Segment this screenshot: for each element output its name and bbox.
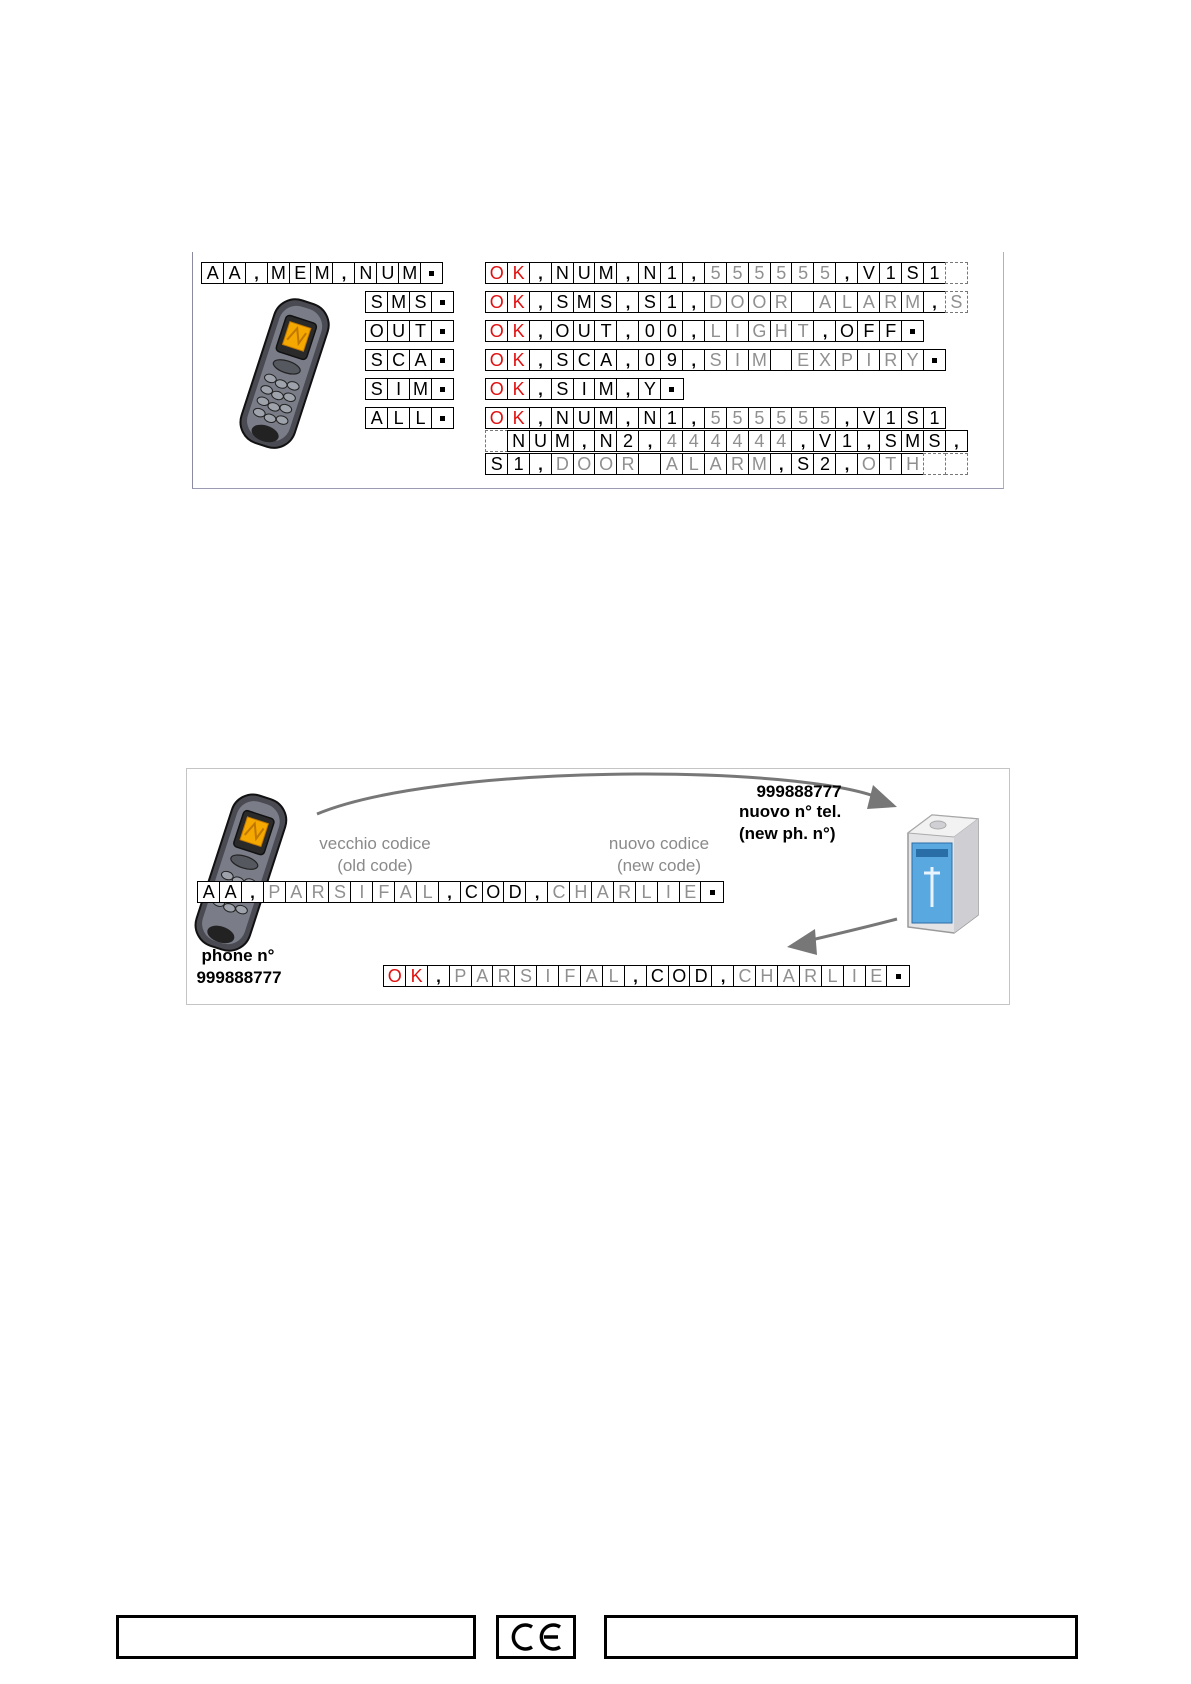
reply-row-sms (485, 291, 968, 313)
char-cell: M (594, 262, 617, 284)
char-cell: R (306, 881, 329, 903)
reply-row-num (485, 262, 968, 284)
char-cell: O (482, 881, 505, 903)
char-cell: O (383, 965, 406, 987)
char-cell: S (365, 378, 388, 400)
char-cell: S (365, 291, 388, 313)
old-code-label-en: (old code) (337, 856, 413, 875)
char-cell: P (449, 965, 472, 987)
command-row-sca (365, 349, 454, 371)
char-cell (791, 291, 814, 313)
char-cell: R (879, 291, 902, 313)
char-cell: A (409, 349, 432, 371)
char-cell: O (485, 320, 508, 342)
char-cell: K (507, 320, 530, 342)
char-cell: N (507, 430, 530, 452)
char-cell: E (865, 965, 888, 987)
char-cell: A (777, 965, 800, 987)
new-code-label: nuovo codice (608, 834, 710, 853)
char-cell: M (398, 262, 421, 284)
char-cell: O (857, 453, 880, 475)
char-cell: A (285, 881, 308, 903)
char-cell: G (748, 320, 771, 342)
char-cell: H (569, 881, 592, 903)
char-cell: L (602, 965, 625, 987)
char-cell: 5 (748, 262, 771, 284)
char-cell: U (529, 430, 552, 452)
char-cell: N (638, 262, 661, 284)
char-cell: S (704, 349, 727, 371)
char-cell: 1 (879, 407, 902, 429)
char-cell: N (551, 262, 574, 284)
mobile-phone-icon (189, 787, 289, 957)
reply-row-all-1 (485, 407, 946, 429)
char-cell (923, 453, 946, 475)
char-cell: U (573, 407, 596, 429)
char-cell: O (551, 320, 574, 342)
char-cell (431, 407, 454, 429)
char-cell: 5 (770, 262, 793, 284)
char-cell: S (485, 453, 508, 475)
char-cell: A (813, 291, 836, 313)
mobile-phone-icon (233, 292, 333, 452)
char-cell (923, 349, 946, 371)
char-cell: O (573, 453, 596, 475)
char-cell: R (613, 881, 636, 903)
char-cell: P (263, 881, 286, 903)
char-cell: X (813, 349, 836, 371)
char-cell: A (660, 453, 683, 475)
char-cell (945, 453, 968, 475)
char-cell (901, 320, 924, 342)
char-cell: A (365, 407, 388, 429)
char-cell: A (223, 262, 246, 284)
char-cell: , (682, 262, 705, 284)
char-cell: C (733, 965, 756, 987)
char-cell: M (748, 453, 771, 475)
char-cell: 4 (770, 430, 793, 452)
char-cell: A (857, 291, 880, 313)
char-cell: S (409, 291, 432, 313)
char-cell: M (748, 349, 771, 371)
char-cell: C (547, 881, 570, 903)
char-cell: M (387, 291, 410, 313)
char-cell (431, 349, 454, 371)
char-cell: E (289, 262, 312, 284)
sms-status-figure (192, 252, 1004, 489)
char-cell: P (835, 349, 858, 371)
char-cell: 1 (660, 407, 683, 429)
char-cell: 5 (813, 407, 836, 429)
char-cell: L (635, 881, 658, 903)
char-cell: V (857, 262, 880, 284)
char-cell: , (529, 349, 552, 371)
char-cell: N (594, 430, 617, 452)
char-cell: K (507, 291, 530, 313)
char-cell: , (624, 965, 647, 987)
char-cell: A (580, 965, 603, 987)
char-cell: F (857, 320, 880, 342)
char-cell: R (879, 349, 902, 371)
char-cell: K (507, 262, 530, 284)
char-cell: I (536, 965, 559, 987)
char-cell: , (945, 430, 968, 452)
char-cell: 4 (726, 430, 749, 452)
char-cell: , (616, 349, 639, 371)
char-cell: M (551, 430, 574, 452)
gsm-device-icon (902, 811, 984, 937)
change-code-command-row (197, 881, 724, 903)
char-cell: D (503, 881, 526, 903)
footer-left-box (116, 1615, 476, 1659)
char-cell: 1 (660, 291, 683, 313)
char-cell: S (879, 430, 902, 452)
char-cell: K (507, 349, 530, 371)
char-cell: 5 (704, 407, 727, 429)
phone-number: 999888777 (196, 968, 282, 987)
char-cell: R (799, 965, 822, 987)
char-cell: M (573, 291, 596, 313)
char-cell: , (529, 378, 552, 400)
char-cell: H (770, 320, 793, 342)
char-cell: N (551, 407, 574, 429)
char-cell: I (726, 320, 749, 342)
char-cell (638, 453, 661, 475)
char-cell: M (901, 291, 924, 313)
char-cell: L (821, 965, 844, 987)
new-code-label-en: (new code) (616, 856, 702, 875)
reply-row-all-2 (485, 430, 968, 452)
char-cell: 5 (791, 262, 814, 284)
char-cell: A (471, 965, 494, 987)
char-cell: , (529, 407, 552, 429)
char-cell: 4 (748, 430, 771, 452)
char-cell: D (551, 453, 574, 475)
char-cell: 9 (660, 349, 683, 371)
char-cell (420, 262, 443, 284)
char-cell (886, 965, 909, 987)
char-cell: , (525, 881, 548, 903)
char-cell: L (835, 291, 858, 313)
char-cell: M (594, 407, 617, 429)
char-cell: 1 (660, 262, 683, 284)
char-cell: , (427, 965, 450, 987)
new-phone-label-en: (new ph. n°) (739, 824, 836, 843)
char-cell: M (409, 378, 432, 400)
char-cell: 0 (660, 320, 683, 342)
char-cell: 1 (879, 262, 902, 284)
char-cell: H (755, 965, 778, 987)
char-cell: S (923, 430, 946, 452)
char-cell: 0 (638, 320, 661, 342)
char-cell: O (485, 291, 508, 313)
char-cell: C (460, 881, 483, 903)
ce-mark-icon (499, 1618, 573, 1656)
char-cell: , (835, 453, 858, 475)
char-cell: M (310, 262, 333, 284)
command-row-mem-num (201, 262, 443, 284)
char-cell (431, 378, 454, 400)
new-phone-label: nuovo n° tel. (739, 802, 842, 821)
char-cell: F (372, 881, 395, 903)
char-cell: L (416, 881, 439, 903)
char-cell: 2 (616, 430, 639, 452)
char-cell: , (923, 291, 946, 313)
char-cell: O (485, 262, 508, 284)
char-cell: T (879, 453, 902, 475)
char-cell: 0 (638, 349, 661, 371)
char-cell: D (704, 291, 727, 313)
char-cell: M (901, 430, 924, 452)
char-cell: N (638, 407, 661, 429)
char-cell: , (573, 430, 596, 452)
phone-label: phone n° (201, 946, 275, 965)
char-cell: S (551, 378, 574, 400)
char-cell: K (507, 378, 530, 400)
char-cell: L (387, 407, 410, 429)
reply-row-sim (485, 378, 684, 400)
char-cell: 5 (770, 407, 793, 429)
char-cell: , (770, 453, 793, 475)
char-cell (485, 430, 508, 452)
char-cell: , (682, 291, 705, 313)
char-cell: O (485, 349, 508, 371)
char-cell: 5 (791, 407, 814, 429)
char-cell: L (409, 407, 432, 429)
char-cell: I (350, 881, 373, 903)
char-cell: 2 (813, 453, 836, 475)
char-cell: 5 (726, 262, 749, 284)
char-cell: T (409, 320, 432, 342)
char-cell: L (682, 453, 705, 475)
char-cell: I (857, 349, 880, 371)
char-cell (945, 262, 968, 284)
reply-row-out (485, 320, 924, 342)
char-cell: , (529, 262, 552, 284)
footer-right-box (604, 1615, 1078, 1659)
char-cell: S (901, 407, 924, 429)
change-code-reply-row (383, 965, 910, 987)
char-cell: S (638, 291, 661, 313)
char-cell: R (492, 965, 515, 987)
char-cell (431, 291, 454, 313)
reply-row-all-3 (485, 453, 968, 475)
char-cell: I (726, 349, 749, 371)
new-phone-number: 999888777 (756, 782, 842, 801)
char-cell: S (594, 291, 617, 313)
char-cell: , (616, 378, 639, 400)
char-cell: A (704, 453, 727, 475)
char-cell: T (791, 320, 814, 342)
char-cell: K (507, 407, 530, 429)
char-cell: 5 (726, 407, 749, 429)
char-cell: I (387, 378, 410, 400)
change-code-figure (186, 768, 1010, 1005)
char-cell: 1 (923, 262, 946, 284)
char-cell: , (813, 320, 836, 342)
char-cell: C (573, 349, 596, 371)
char-cell: , (529, 320, 552, 342)
char-cell: C (387, 349, 410, 371)
char-cell: S (514, 965, 537, 987)
char-cell: A (201, 262, 224, 284)
char-cell: C (646, 965, 669, 987)
char-cell: 1 (835, 430, 858, 452)
char-cell: O (365, 320, 388, 342)
char-cell: I (657, 881, 680, 903)
char-cell (660, 378, 683, 400)
char-cell: 4 (682, 430, 705, 452)
char-cell: A (394, 881, 417, 903)
char-cell: O (726, 291, 749, 313)
char-cell: 5 (748, 407, 771, 429)
char-cell: A (594, 349, 617, 371)
char-cell: M (594, 378, 617, 400)
char-cell: R (726, 453, 749, 475)
char-cell: 4 (704, 430, 727, 452)
char-cell: S (328, 881, 351, 903)
char-cell: V (813, 430, 836, 452)
char-cell: U (573, 320, 596, 342)
char-cell: F (879, 320, 902, 342)
char-cell: , (332, 262, 355, 284)
char-cell: 1 (923, 407, 946, 429)
char-cell: 5 (813, 262, 836, 284)
char-cell: O (485, 407, 508, 429)
char-cell: 1 (507, 453, 530, 475)
char-cell: , (638, 430, 661, 452)
char-cell: O (835, 320, 858, 342)
char-cell: S (551, 349, 574, 371)
char-cell: A (219, 881, 242, 903)
char-cell: Y (901, 349, 924, 371)
char-cell: Y (638, 378, 661, 400)
char-cell: , (857, 430, 880, 452)
char-cell: I (573, 378, 596, 400)
char-cell: R (616, 453, 639, 475)
char-cell: F (558, 965, 581, 987)
old-code-label: vecchio codice (319, 834, 431, 853)
char-cell: M (267, 262, 290, 284)
char-cell: , (835, 407, 858, 429)
char-cell: , (616, 407, 639, 429)
char-cell: U (573, 262, 596, 284)
char-cell: H (901, 453, 924, 475)
char-cell: , (682, 407, 705, 429)
char-cell: , (241, 881, 264, 903)
char-cell: , (616, 262, 639, 284)
char-cell: S (791, 453, 814, 475)
char-cell (700, 881, 723, 903)
char-cell (770, 349, 793, 371)
char-cell: N (354, 262, 377, 284)
char-cell: , (616, 291, 639, 313)
char-cell: L (704, 320, 727, 342)
char-cell: S (901, 262, 924, 284)
command-row-out (365, 320, 454, 342)
ce-mark (496, 1615, 576, 1659)
char-cell: S (365, 349, 388, 371)
char-cell: O (668, 965, 691, 987)
char-cell: R (770, 291, 793, 313)
char-cell: E (679, 881, 702, 903)
char-cell: I (843, 965, 866, 987)
char-cell: S (945, 291, 968, 313)
char-cell: , (682, 320, 705, 342)
char-cell: A (197, 881, 220, 903)
char-cell: , (438, 881, 461, 903)
char-cell: O (748, 291, 771, 313)
char-cell: O (485, 378, 508, 400)
char-cell: U (376, 262, 399, 284)
char-cell: E (791, 349, 814, 371)
char-cell: , (835, 262, 858, 284)
char-cell: , (529, 453, 552, 475)
char-cell (431, 320, 454, 342)
char-cell: O (594, 453, 617, 475)
char-cell: , (711, 965, 734, 987)
char-cell: , (529, 291, 552, 313)
char-cell: , (616, 320, 639, 342)
char-cell: 5 (704, 262, 727, 284)
char-cell: , (682, 349, 705, 371)
char-cell: T (594, 320, 617, 342)
command-row-sms (365, 291, 454, 313)
char-cell: S (551, 291, 574, 313)
command-row-sim (365, 378, 454, 400)
char-cell: D (689, 965, 712, 987)
char-cell: , (791, 430, 814, 452)
char-cell: V (857, 407, 880, 429)
char-cell: A (591, 881, 614, 903)
reply-row-sca (485, 349, 946, 371)
char-cell: U (387, 320, 410, 342)
char-cell: 4 (660, 430, 683, 452)
char-cell: , (245, 262, 268, 284)
char-cell: K (405, 965, 428, 987)
command-row-all (365, 407, 454, 429)
